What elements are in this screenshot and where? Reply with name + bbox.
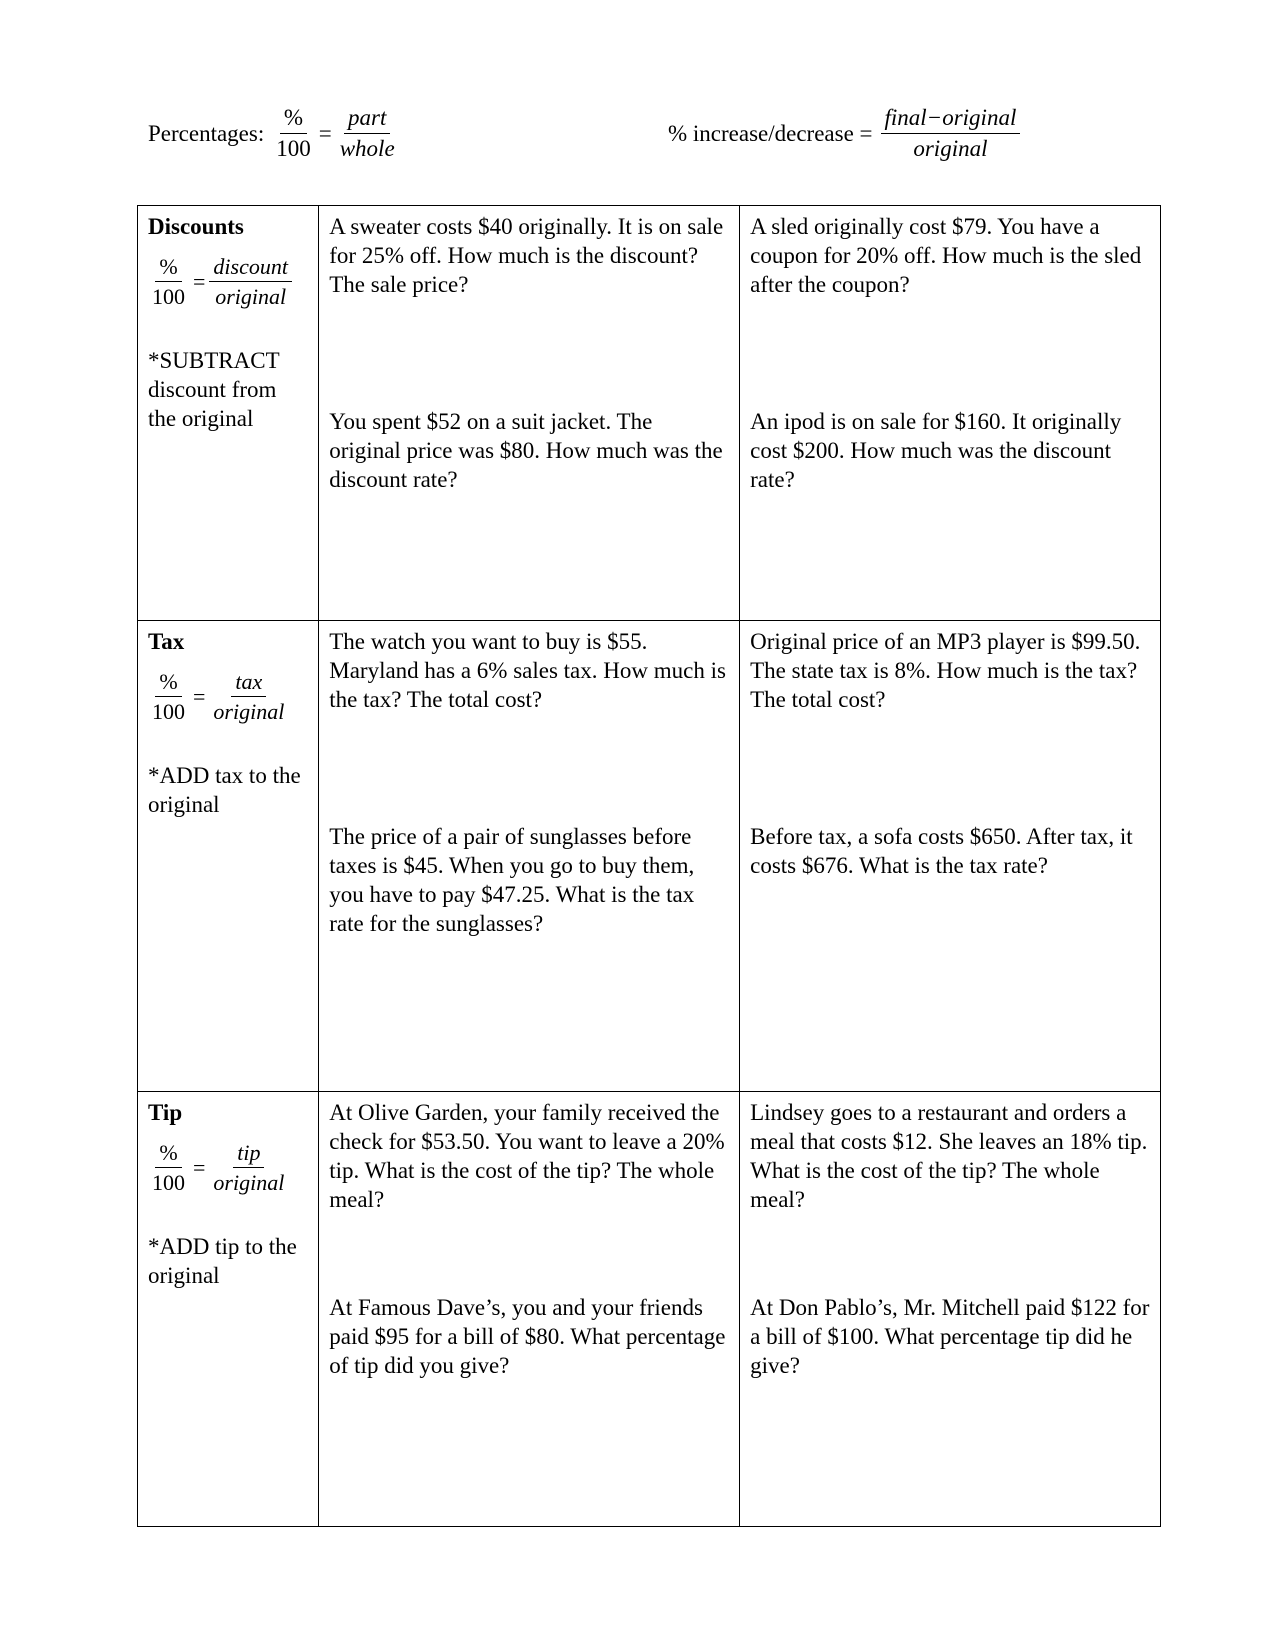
category-denominator: original <box>213 1170 285 1196</box>
problem-cell <box>740 621 1161 1092</box>
problem-text: At Olive Garden, your family received the check for $53.50. You want to leave a 20% tip. What is the cost of the tip? The whole meal? <box>329 1100 725 1212</box>
category-formula <box>148 1140 308 1196</box>
equals-sign: = <box>318 120 332 146</box>
problem-cell <box>740 206 1161 621</box>
category-note: *SUBTRACT discount from the original <box>148 347 280 431</box>
percent-change-label: % increase/decrease = <box>668 120 873 146</box>
tax-row <box>138 621 1161 1092</box>
problem-text: At Famous Dave’s, you and your friends paid $95 for a bill of $80. What percentage of tip did you give? <box>329 1295 726 1378</box>
percent-fraction <box>148 254 189 310</box>
category-title: Tax <box>148 629 185 654</box>
problem-text: Lindsey goes to a restaurant and orders a meal that costs $12. She leaves an 18% tip. What is the cost of the tip? The whole meal? <box>750 1100 1148 1212</box>
final-minus-original: final−original <box>881 105 1021 134</box>
problem-text: An ipod is on sale for $160. It originally cost $200. How much was the discount rate? <box>750 409 1122 492</box>
category-title: Discounts <box>148 214 244 239</box>
category-numerator: discount <box>209 254 292 282</box>
original-denominator: original <box>913 136 988 162</box>
percent-numerator: % <box>155 669 181 697</box>
discounts-label-cell <box>138 206 319 621</box>
percent-numerator: % <box>155 254 181 282</box>
percent-numerator: % <box>155 1140 181 1168</box>
formula-header <box>148 105 1145 175</box>
category-denominator: original <box>213 699 285 725</box>
category-numerator: tax <box>231 669 266 697</box>
problems-table <box>137 205 1161 1527</box>
problem-cell <box>740 1092 1161 1527</box>
part-whole-fraction <box>336 105 399 163</box>
equals-sign: = <box>193 268 206 294</box>
category-title: Tip <box>148 1100 183 1125</box>
equals-sign: = <box>193 1154 206 1180</box>
category-fraction <box>209 1140 288 1196</box>
category-note: *ADD tip to the original <box>148 1233 297 1288</box>
percent-numerator: % <box>280 105 307 134</box>
whole-denominator: whole <box>339 136 395 162</box>
problem-text: A sled originally cost $79. You have a coupon for 20% off. How much is the sled after the coupon? <box>750 214 1142 297</box>
category-note: *ADD tax to the original <box>148 762 301 817</box>
discounts-row <box>138 206 1161 621</box>
problem-cell <box>319 1092 740 1527</box>
category-fraction <box>209 669 288 725</box>
category-denominator: original <box>215 284 287 310</box>
part-numerator: part <box>344 105 390 134</box>
problem-text: You spent $52 on a suit jacket. The original price was $80. How much was the discount rate? <box>329 409 723 492</box>
tip-row <box>138 1092 1161 1527</box>
equals-sign: = <box>193 683 206 709</box>
problem-cell <box>319 621 740 1092</box>
percent-denominator: 100 <box>152 699 185 725</box>
category-formula <box>148 254 308 310</box>
problem-text: Original price of an MP3 player is $99.50. The state tax is 8%. How much is the tax? The total cost? <box>750 629 1141 712</box>
percent-denominator: 100 <box>152 1170 185 1196</box>
problem-cell <box>319 206 740 621</box>
percent-fraction <box>148 669 189 725</box>
percentages-label: Percentages: <box>148 120 265 146</box>
percent-fraction <box>272 105 315 163</box>
problem-text: The watch you want to buy is $55. Maryland has a 6% sales tax. How much is the tax? The total cost? <box>329 629 726 712</box>
tax-label-cell <box>138 621 319 1092</box>
problem-text: A sweater costs $40 originally. It is on sale for 25% off. How much is the discount? The sale price? <box>329 214 724 297</box>
problem-text: At Don Pablo’s, Mr. Mitchell paid $122 for a bill of $100. What percentage tip did he give? <box>750 1295 1150 1378</box>
percent-denominator: 100 <box>152 284 185 310</box>
problem-text: The price of a pair of sunglasses before taxes is $45. When you go to buy them, you have to pay $47.25. What is the tax rate for the sunglasses? <box>329 824 695 936</box>
percent-change-fraction <box>881 105 1021 163</box>
category-numerator: tip <box>233 1140 264 1168</box>
percent-fraction <box>148 1140 189 1196</box>
percentages-formula <box>148 105 399 163</box>
tip-label-cell <box>138 1092 319 1527</box>
problem-text: Before tax, a sofa costs $650. After tax, it costs $676. What is the tax rate? <box>750 824 1133 878</box>
category-fraction <box>209 254 292 310</box>
category-formula <box>148 669 308 725</box>
percent-denominator: 100 <box>276 136 311 162</box>
percent-change-formula <box>668 105 1020 163</box>
